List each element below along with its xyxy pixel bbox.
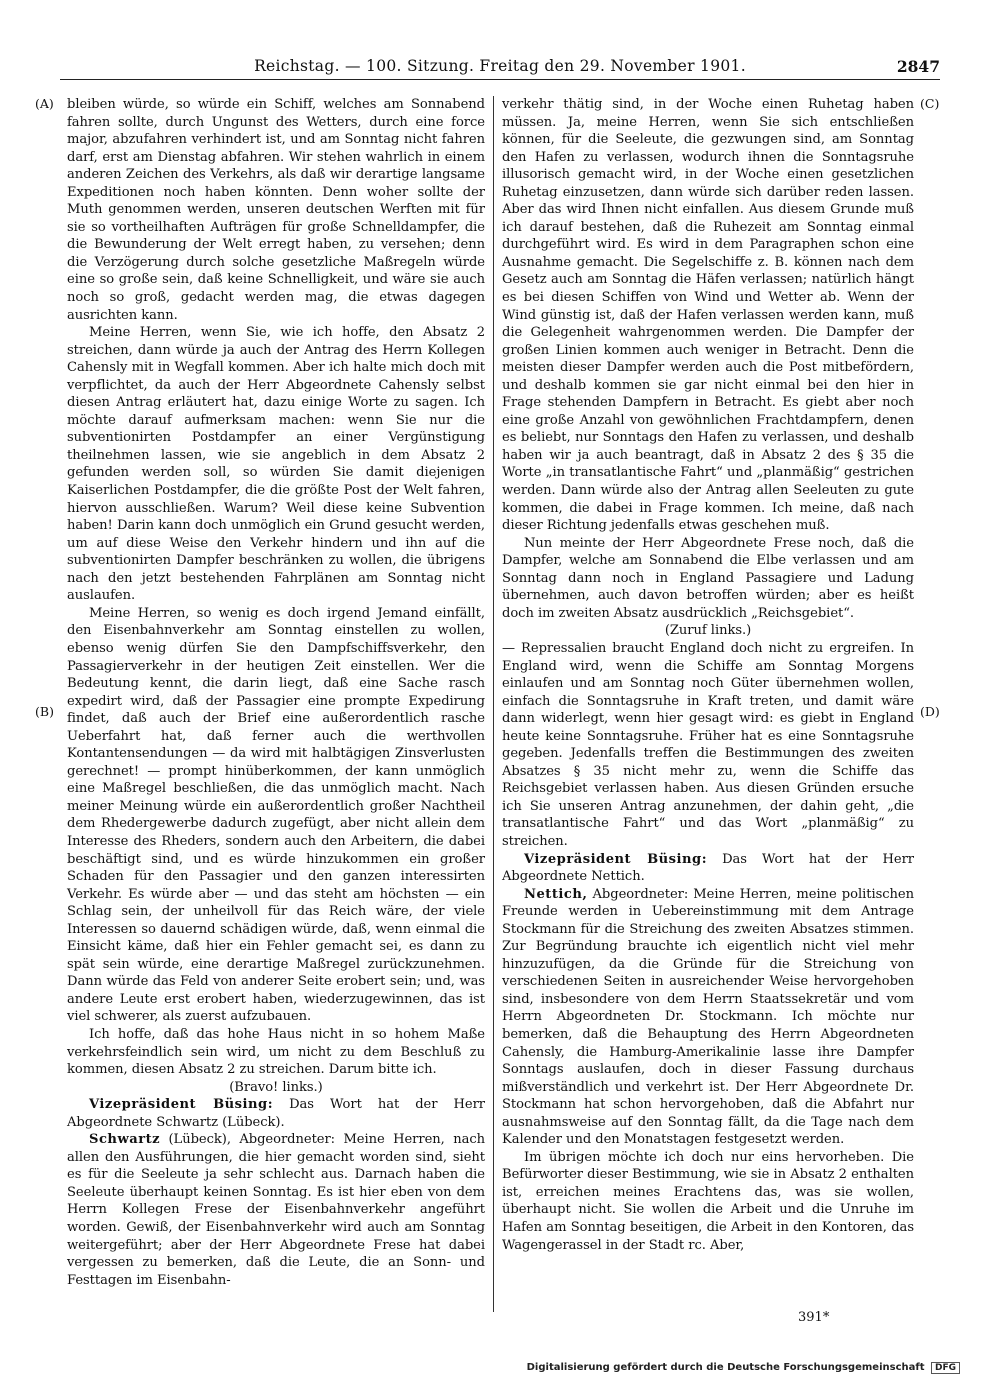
page-number: 2847 [896, 57, 940, 76]
paragraph: verkehr thätig sind, in der Woche einen Ruhetag haben müssen. Ja, meine Herren, wenn Sie sich entschließen können, für die Seeleute, die gezwungen sind, am Sonntag den Hafen zu verlassen, wodurch ihnen die Sonntagsruhe illusorisch gemacht wird, in der Woche einen gesetzlichen Ruhetag einzusetzen, dann würde sich darüber reden lassen. Aber das wird Ihnen nicht einfallen. Aus diesem Grunde muß ich darauf bestehen, daß die Ruhezeit am Sonntag einmal durchgeführt wird. Es wird in dem Paragraphen schon eine Ausnahme gemacht. Die Segelschiffe z. B. können nach dem Gesetz auch am Sonntag die Häfen verlassen; natürlich hängt es bei diesen Schiffen von Wind und Wetter ab. Wenn der Wind günstig ist, daß der Hafen verlassen werden kann, muß die Gelegenheit wahrgenommen werden. Die Dampfer der großen Linien kommen auch weniger in Betracht. Denn die meisten dieser Dampfer werden auch die Post mitbefördern, und deshalb kommen sie gar nicht einmal bei den hier in Frage stehenden Dampfern in Betracht. Es giebt aber noch eine große Anzahl von gewöhnlichen Frachtdampfern, denen es beliebt, nur Sonntags den Hafen zu verlassen, und deshalb haben wir ja auch beantragt, daß in Absatz 2 des § 35 die Worte „in transatlantische Fahrt“ und „planmäßig“ gestrichen werden. Dann würde also der Antrag allen Seeleuten zu gute kommen, die dabei in Frage kommen. Ich meine, daß nach dieser Richtung jedenfalls etwas geschehen muß. [502, 97, 914, 534]
speaker-paragraph [67, 1131, 485, 1289]
footer-text: Digitalisierung gefördert durch die Deutsche Forschungsgemeinschaft [526, 1362, 925, 1373]
left-column [67, 96, 485, 1289]
page-header-title: Reichstag. — 100. Sitzung. Freitag den 29. November 1901. [254, 57, 746, 75]
speaker-name: Schwartz [89, 1132, 161, 1148]
page-header [60, 55, 940, 80]
speaker-name: Nettich, [524, 886, 588, 902]
speech-text: Das Wort hat der Herr Abgeordnete Schwartz (Lübeck). [67, 1097, 485, 1130]
speaker-name: Vizepräsident Büsing: [89, 1097, 274, 1113]
paragraph: Nun meinte der Herr Abgeordnete Frese noch, daß die Dampfer, welche am Sonnabend die Elbe verlassen und am Sonntag dann noch in England Passagiere und Ladung übernehmen, auch davon betroffen würden; aber es heißt doch im zweiten Absatz ausdrücklich „Reichsgebiet“. [502, 535, 914, 621]
speaker-paragraph [67, 1096, 485, 1131]
speaker-name: Vizepräsident Büsing: [524, 851, 708, 867]
signature-mark: 391* [798, 1310, 830, 1325]
margin-marker-c: (C) [920, 96, 940, 111]
paragraph: Meine Herren, so wenig es doch irgend Jemand einfällt, den Eisenbahnverkehr am Sonntag einstellen zu wollen, ebenso wenig dürfen Sie den Dampfschiffsverkehr, den Passagierverkehr in der heutigen Zeit einstellen. Wer die Bedeutung kennt, die darin liegt, daß eine Sache rasch expedirt wird, daß der Passagier eine prompte Expedirung findet, daß auch der Brief eine außerordentlich rasche Ueberfahrt hat, daß ferner auch die werthvollen Kontantensendungen — da wird mit halbtägigen Zinsverlusten gerechnet! — prompt hinüberkommen, der kann unmöglich eine Maßregel beschließen, die das unmöglich macht. Nach meiner Meinung würde ein außerordentlich großer Nachtheil dem Rhedergewerbe dadurch zugefügt, aber nicht allein dem Interesse des Rheders, sondern auch den Arbeitern, die dabei beschäftigt sind, und es würde hinzukommen ein großer Schaden für den Passagier und den ganzen interessirten Verkehr. Es würde aber — und das steht am höchsten — ein Schlag sein, der unheilvoll für das Reich wäre, der viele Interessen so dauernd schädigen würde, daß, wenn einmal die Einsicht käme, daß hier ein Fehler gemacht sei, es dann zu spät sein würde, eine derartige Maßregel zurückzunehmen. Dann würde das Feld von anderer Seite erobert sein; und, was andere Leute erst erobert haben, wiederzugewinnen, das ist viel schwerer, als zuerst aufzubauen. [67, 605, 485, 1025]
margin-marker-a: (A) [35, 96, 54, 111]
speech-text: (Lübeck), Abgeordneter: Meine Herren, nach allen den Ausführungen, die hier gemacht worden sind, sieht es für die Seeleute ja sehr schlecht aus. Darnach haben die Seeleute überhaupt keinen Sonntag. Es ist hier eben von dem Herrn Kollegen Frese der Eisenbahnverkehr angeführt worden. Gewiß, der Eisenbahnverkehr wird auch am Sonntag weitergeführt; aber der Herr Abgeordnete Frese hat dabei vergessen zu bemerken, daß die Leute, die an Sonn- und Festtagen im Eisenbahn- [67, 1132, 485, 1288]
margin-marker-d: (D) [920, 704, 940, 719]
paragraph: — Repressalien braucht England doch nicht zu ergreifen. In England wird, wenn die Schiffe am Sonntag Morgens einlaufen und am Sonntag noch Güter übernehmen wollen, einfach die Sonntagsruhe in Kraft treten, und damit wäre dann widerlegt, wenn hier gesagt wird: es giebt in England heute keine Sonntagsruhe. Früher hat es eine Sonntagsruhe gegeben. Jedenfalls treffen die Bestimmungen des zweiten Absatzes § 35 nicht mehr zu, wenn die Schiffe das Reichsgebiet verlassen haben. Aus diesen Gründen ersuche ich Sie unseren Antrag anzunehmen, der dahin geht, „die transatlantische Fahrt“ und das Wort „planmäßig“ zu streichen. [502, 640, 914, 849]
speaker-paragraph [502, 851, 914, 886]
digitization-footer [527, 1362, 960, 1374]
paragraph: Ich hoffe, daß das hohe Haus nicht in so hohem Maße verkehrsfeindlich sein wird, um nicht zu dem Beschluß zu kommen, diesen Absatz 2 zu streichen. Darum bitte ich. [67, 1026, 485, 1078]
interjection: (Bravo! links.) [229, 1079, 323, 1095]
speech-text: Abgeordneter: Meine Herren, meine politischen Freunde werden in Uebereinstimmung mit dem Antrage Stockmann für die Streichung des zweiten Absatzes stimmen. Zur Begründung brauchte ich eigentlich nicht viel mehr hinzuzufügen, da die Gründe für die Streichung von verschiedenen Seiten in ausreichender Weise hervorgehoben sind, insbesondere von dem Herrn Staatssekretär und vom Herrn Abgeordneten Dr. Stockmann. Ich möchte nur bemerken, daß die Behauptung des Herrn Abgeordneten Cahensly, die Hamburg-Amerikalinie lasse ihre Dampfer Sonntags auslaufen, doch in dieser Fassung durchaus mißverständlich und verkehrt ist. Der Herr Abgeordnete Dr. Stockmann hat schon hervorgehoben, daß die Abfahrt nur ausnahmsweise auf den Sonntag fällt, da die Tage nach dem Kalender und den Monatstagen festgesetzt werden. [502, 886, 914, 1148]
right-column [502, 96, 914, 1254]
paragraph: bleiben würde, so würde ein Schiff, welches am Sonnabend fahren sollte, durch Ungunst des Wetters, durch eine force major, abzufahren verhindert ist, und am Sonntag nicht fahren darf, erst am Dienstag abfahren. Wir stehen wahrlich in einem anderen Zeichen des Verkehrs, als daß wir derartige langsame Expeditionen noch haben könnten. Denn woher sollte der Muth genommen werden, unseren deutschen Werften mit für sie so vortheilhaften Aufträgen für große Schnelldampfer, die die Bewunderung der Welt erregt haben, zu versehen; denn die Verzögerung durch solche gesetzliche Maßregeln würde eine so große sein, daß keine Schnelligkeit, und wäre sie auch noch so groß, gedacht werden mag, die etwas dagegen ausrichten kann. [67, 97, 485, 323]
interjection: (Zuruf links.) [664, 623, 752, 639]
paragraph: Meine Herren, wenn Sie, wie ich hoffe, den Absatz 2 streichen, dann würde ja auch der Antrag des Herrn Kollegen Cahensly mit in Wegfall kommen. Aber ich halte mich doch mit verpflichtet, da auch der Herr Abgeordnete Cahensly selbst diesen Antrag erläutert hat, dazu einige Worte zu sagen. Ich möchte darauf aufmerksam machen: wenn Sie nur die subventionirten Postdampfer an einer Vergünstigung theilnehmen lassen, wie sie angeblich in dem Absatz 2 gefunden werden soll, so würden Sie damit diejenigen Kaiserlichen Postdampfer, die die größte Post der Welt fahren, hiervon ausschließen. Warum? Weil diese keine Subvention haben! Darin kann doch unmöglich ein Grund gesucht werden, um auf diese Weise den Verkehr hindern und ihn auf die subventionirten Dampfer beschränken zu wollen, die übrigens nach den jetzt bestehenden Fahrplänen am Sonntag nicht auslaufen. [67, 325, 485, 604]
speech-text: Das Wort hat der Herr Abgeordnete Nettich. [502, 851, 914, 885]
column-divider [493, 96, 494, 1312]
paragraph: Im übrigen möchte ich doch nur eins hervorheben. Die Befürworter dieser Bestimmung, wie sie in Absatz 2 enthalten ist, erreichen meines Erachtens das, was sie wollen, überhaupt nicht. Sie wollen die Arbeit und die Unruhe im Hafen am Sonntag beseitigen, die Arbeit in den Kontoren, das Wagengerassel in der Stadt rc. Aber, [502, 1149, 914, 1253]
speaker-paragraph [502, 886, 914, 1149]
margin-marker-b: (B) [35, 704, 54, 719]
dfg-logo: DFG [931, 1362, 960, 1374]
